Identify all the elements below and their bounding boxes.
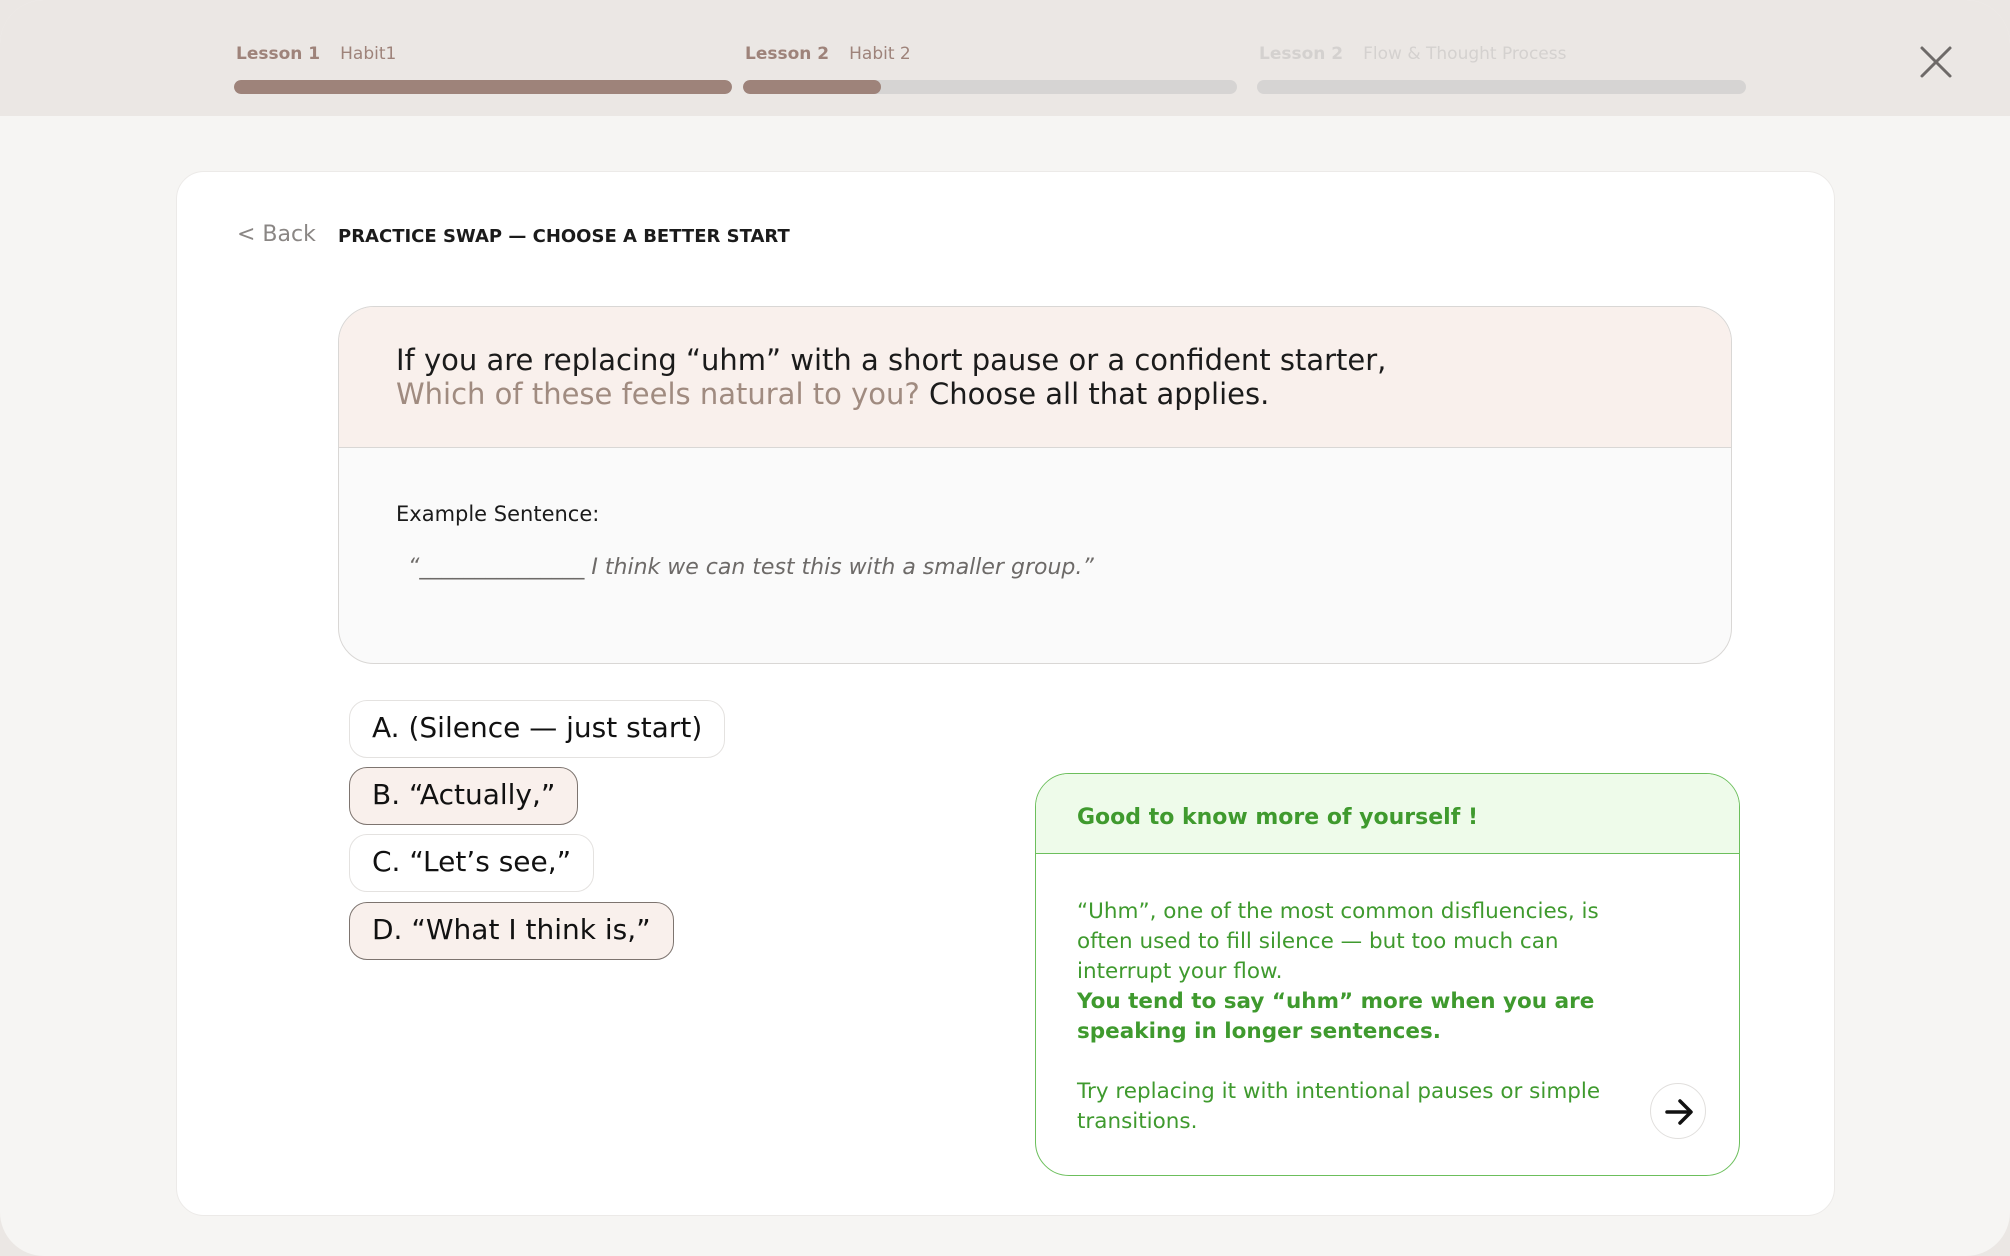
- exercise-card: [176, 171, 1835, 1216]
- question-instruction: Choose all that applies.: [928, 377, 1270, 411]
- option-b[interactable]: B. “Actually,”: [349, 767, 578, 825]
- back-button[interactable]: < Back: [237, 222, 316, 247]
- question-prompt: [339, 307, 1731, 448]
- lesson-progress-bar: [0, 0, 2010, 116]
- feedback-spacer: [1077, 1047, 1639, 1077]
- example-label: Example Sentence:: [396, 502, 600, 526]
- feedback-panel: [1035, 773, 1740, 1176]
- question-line-2: [396, 377, 1674, 411]
- progress-track: [743, 80, 1237, 94]
- example-sentence-text: I think we can test this with a smaller group.”: [591, 555, 1094, 580]
- example-open-quote: “: [408, 555, 420, 580]
- question-line-1: If you are replacing “uhm” with a short pause or a confident starter,: [396, 343, 1387, 377]
- lesson-title: Habit 2: [849, 44, 911, 64]
- progress-segment-label: [1259, 44, 1566, 64]
- lesson-number: Lesson 2: [1259, 44, 1344, 64]
- feedback-highlight: You tend to say “uhm” more when you are speaking in longer sentences.: [1077, 989, 1595, 1044]
- example-blank: _______________: [419, 555, 585, 580]
- arrow-right-icon: [1651, 1084, 1707, 1140]
- question-box: [338, 306, 1732, 664]
- close-icon: [1916, 42, 1956, 82]
- lesson-title: Habit1: [340, 44, 397, 64]
- progress-fill: [743, 80, 881, 94]
- feedback-title: Good to know more of yourself !: [1036, 774, 1739, 854]
- lesson-title: Flow & Thought Process: [1363, 44, 1567, 64]
- option-a[interactable]: A. (Silence — just start): [349, 700, 725, 758]
- progress-segment-label: [745, 44, 911, 64]
- close-button[interactable]: [1916, 42, 1956, 82]
- feedback-body: [1036, 854, 1739, 1137]
- lesson-number: Lesson 1: [236, 44, 321, 64]
- lesson-number: Lesson 2: [745, 44, 830, 64]
- feedback-paragraph-2: Try replacing it with intentional pauses or simple transitions.: [1077, 1079, 1601, 1134]
- progress-segment-label: [236, 44, 396, 64]
- question-muted-text: Which of these feels natural to you?: [396, 377, 920, 411]
- page-title: PRACTICE SWAP — CHOOSE A BETTER START: [338, 226, 790, 247]
- next-button[interactable]: [1650, 1083, 1706, 1139]
- feedback-paragraph-1: “Uhm”, one of the most common disfluencies, is often used to fill silence — but too much can interrupt your flow.: [1077, 899, 1599, 984]
- progress-track: [234, 80, 732, 94]
- option-c[interactable]: C. “Let’s see,”: [349, 834, 594, 892]
- example-sentence: [408, 555, 1094, 580]
- option-d[interactable]: D. “What I think is,”: [349, 902, 674, 960]
- progress-track: [1257, 80, 1746, 94]
- progress-fill: [234, 80, 732, 94]
